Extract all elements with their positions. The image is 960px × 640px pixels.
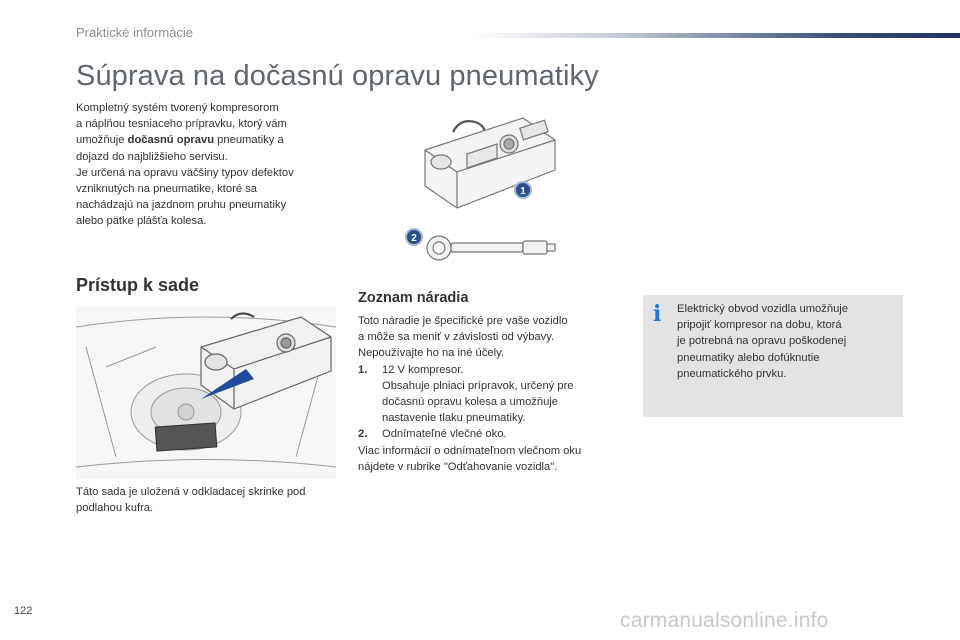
svg-text:1: 1 — [520, 186, 526, 197]
tools-heading: Zoznam náradia — [358, 290, 469, 306]
tool-item-2: 2. Odnímateľné vlečné oko. — [358, 426, 618, 442]
tools-outro-line: Viac informácií o odnímateľnom vlečnom oku — [358, 444, 582, 457]
towing-eye — [427, 236, 555, 260]
intro-emphasis: dočasnú opravu — [127, 134, 215, 147]
access-heading: Prístup k sade — [76, 275, 200, 295]
callout-2 — [406, 229, 422, 245]
page-number: 122 — [14, 605, 33, 617]
tool-item-line: dočasnú opravu kolesa a umožňuje — [382, 396, 559, 409]
storage-line: podlahou kufra. — [76, 502, 154, 515]
header-rule — [470, 33, 960, 38]
svg-text:2: 2 — [411, 233, 417, 244]
tools-intro-line: Toto náradie je špecifické pre vaše vozidlo — [358, 315, 568, 327]
tool-item-number: 1. — [358, 363, 368, 376]
storage-text — [76, 484, 336, 516]
intro-line: vzniknutých na pneumatike, ktoré sa — [76, 183, 257, 196]
tool-item-1: 1. 12 V kompresor. — [358, 362, 618, 378]
tools-list — [358, 313, 618, 475]
info-text — [677, 301, 889, 382]
intro-line: Kompletný systém tvorený kompresorom — [76, 102, 279, 114]
info-line: Elektrický obvod vozidla umožňuje — [677, 303, 849, 315]
page-title: Súprava na dočasnú opravu pneumatiky — [76, 60, 599, 92]
intro-paragraph — [76, 100, 336, 230]
tools-outro-line: nájdete v rubrike "Odťahovanie vozidla". — [358, 460, 558, 473]
info-line: pneumatiky alebo dofúknutie — [677, 351, 820, 364]
info-line: pneumatického prvku. — [677, 367, 787, 380]
intro-line: umožňuje dočasnú opravu pneumatiky a — [76, 134, 284, 147]
intro-line: Je určená na opravu väčšiny typov defektov — [76, 166, 294, 179]
compressor-case — [425, 118, 555, 208]
tools-intro-line: Nepoužívajte ho na iné účely. — [358, 347, 504, 360]
watermark: carmanualsonline.info — [620, 609, 829, 632]
intro-line: alebo pätke plášťa kolesa. — [76, 215, 207, 228]
intro-line: a náplňou tesniaceho prípravku, ktorý vám — [76, 118, 287, 131]
storage-line: Táto sada je uložená v odkladacej skrinke pod — [76, 486, 306, 498]
section-header: Praktické informácie — [76, 25, 194, 40]
tool-item-number: 2. — [358, 428, 368, 441]
callout-1 — [515, 182, 531, 198]
trunk-illustration — [76, 307, 336, 479]
info-box — [643, 295, 903, 417]
tool-item-line: Obsahuje plniaci prípravok, určený pre — [382, 379, 574, 392]
intro-line: nachádzajú na jazdnom pruhu pneumatiky — [76, 199, 287, 212]
intro-line: dojazd do najbližšieho servisu. — [76, 150, 228, 163]
tool-item-line: nastavenie tlaku pneumatiky. — [382, 412, 526, 425]
kit-illustration — [405, 110, 575, 270]
info-line: pripojiť kompresor na dobu, ktorá — [677, 319, 842, 332]
info-icon: i — [653, 301, 662, 327]
info-line: je potrebná na opravu poškodenej — [677, 335, 847, 348]
tools-intro-line: a môže sa meniť v závislosti od výbavy. — [358, 331, 555, 344]
